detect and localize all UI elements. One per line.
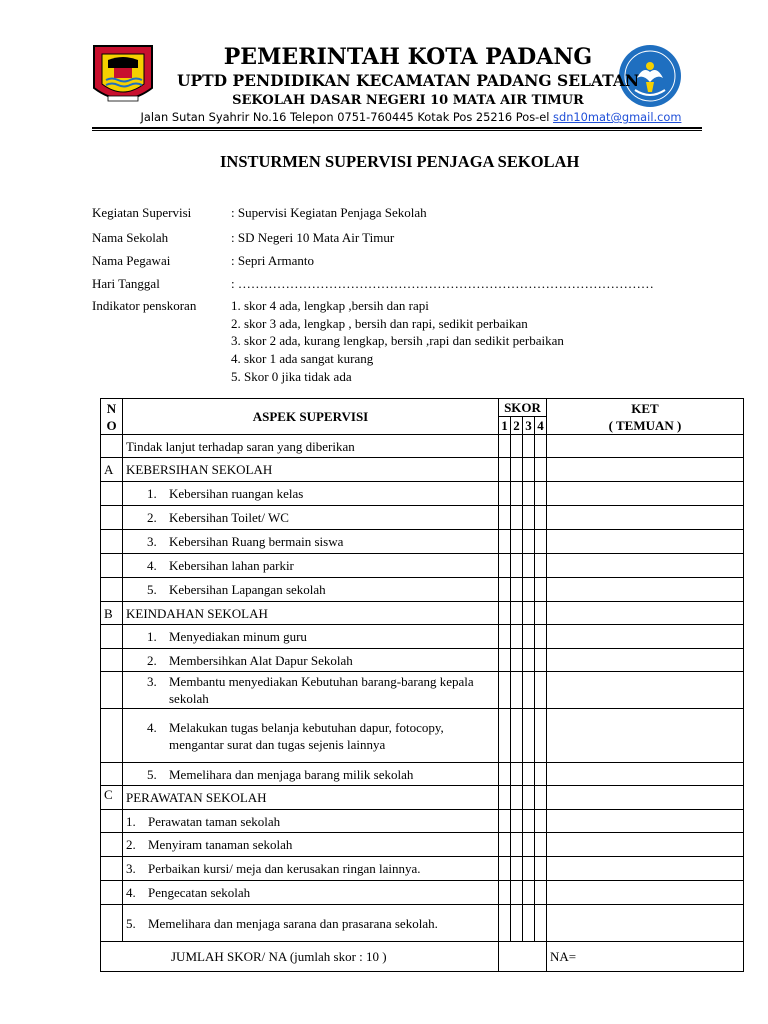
na-label: NA= <box>547 942 744 972</box>
table-row <box>101 833 744 857</box>
col-ket-2: ( TEMUAN ) <box>608 417 682 433</box>
item-number: 1. <box>147 629 157 644</box>
section-letter: A <box>101 458 123 482</box>
indikator-item: 2. skor 3 ada, lengkap , bersih dan rapi, sedikit perbaikan <box>231 316 528 331</box>
item-number: 3. <box>126 861 136 876</box>
sekolah-value: : SD Negeri 10 Mata Air Timur <box>231 230 395 245</box>
table-row <box>101 530 744 554</box>
item-text: Menyiram tanaman sekolah <box>148 837 293 852</box>
section-letter: B <box>101 602 123 625</box>
table-row <box>101 649 744 672</box>
col-no-1: N <box>106 400 117 416</box>
indikator-item: 5. Skor 0 jika tidak ada <box>231 369 352 384</box>
item-text: Memelihara dan menjaga barang milik sekolah <box>169 766 414 782</box>
header-divider-thin <box>92 130 702 131</box>
skor-col-2: 2 <box>511 417 523 435</box>
section-row <box>101 786 744 810</box>
item-text: Perawatan taman sekolah <box>148 813 281 829</box>
hari-label: Hari Tanggal <box>92 276 160 291</box>
sekolah-label: Nama Sekolah <box>92 230 169 245</box>
item-text: Kebersihan Lapangan sekolah <box>169 582 326 597</box>
table-row <box>101 810 744 833</box>
kegiatan-label: Kegiatan Supervisi <box>92 205 192 220</box>
item-text: Kebersihan ruangan kelas <box>169 486 304 501</box>
item-number: 5. <box>147 766 157 782</box>
intro-row-text: Tindak lanjut terhadap saran yang diberikan <box>123 435 499 458</box>
section-title: KEINDAHAN SEKOLAH <box>123 602 499 625</box>
table-row <box>101 506 744 530</box>
email-link[interactable]: sdn10mat@gmail.com <box>553 110 682 124</box>
indikator-item: 3. skor 2 ada, kurang lengkap, bersih ,rapi dan sedikit perbaikan <box>231 333 564 348</box>
skor-col-1: 1 <box>499 417 511 435</box>
header-school-title: SEKOLAH DASAR NEGERI 10 MATA AIR TIMUR <box>232 93 584 108</box>
item-text: Kebersihan Toilet/ WC <box>169 510 289 525</box>
total-row <box>101 942 744 972</box>
item-number: 4. <box>126 885 136 900</box>
col-no-2: O <box>106 417 117 433</box>
table-row <box>101 763 744 786</box>
col-skor-header: SKOR <box>499 399 547 417</box>
item-text: Memelihara dan menjaga sarana dan prasarana sekolah. <box>148 915 438 931</box>
item-number: 5. <box>147 582 157 597</box>
item-number: 4. <box>147 719 157 735</box>
section-letter: C <box>101 786 123 810</box>
supervision-table <box>100 398 744 972</box>
total-label: JUMLAH SKOR/ NA (jumlah skor : 10 ) <box>101 942 499 972</box>
hari-value: : …………………………………………………………………………………… <box>231 276 654 291</box>
section-row <box>101 602 744 625</box>
item-text: Perbaikan kursi/ meja dan kerusakan ringan lainnya. <box>148 861 421 876</box>
item-text: Membersihkan Alat Dapur Sekolah <box>169 652 353 668</box>
document-title: INSTURMEN SUPERVISI PENJAGA SEKOLAH <box>220 152 580 171</box>
table-row <box>101 578 744 602</box>
header-uptd-title: UPTD PENDIDIKAN KECAMATAN PADANG SELATAN <box>176 71 640 90</box>
item-number: 2. <box>147 652 157 668</box>
pegawai-label: Nama Pegawai <box>92 253 171 268</box>
indikator-label: Indikator penskoran <box>92 298 197 313</box>
item-text: Kebersihan lahan parkir <box>169 558 294 573</box>
indikator-item: 1. skor 4 ada, lengkap ,bersih dan rapi <box>231 298 429 313</box>
table-header-row <box>101 399 744 417</box>
item-text: Pengecatan sekolah <box>148 885 251 900</box>
item-number: 1. <box>126 813 136 829</box>
section-title: KEBERSIHAN SEKOLAH <box>123 458 499 482</box>
item-number: 2. <box>126 837 136 852</box>
table-row <box>101 554 744 578</box>
kegiatan-value: : Supervisi Kegiatan Penjaga Sekolah <box>231 205 427 220</box>
skor-col-3: 3 <box>523 417 535 435</box>
pegawai-value: : Sepri Armanto <box>231 253 315 268</box>
item-text: Menyediakan minum guru <box>169 629 307 644</box>
item-number: 5. <box>126 915 136 931</box>
skor-col-4: 4 <box>535 417 547 435</box>
indikator-item: 4. skor 1 ada sangat kurang <box>231 351 374 366</box>
header-government-title: PEMERINTAH KOTA PADANG <box>223 44 593 70</box>
table-row <box>101 881 744 905</box>
table-row <box>101 857 744 881</box>
header-address <box>0 110 768 124</box>
section-title: PERAWATAN SEKOLAH <box>123 786 499 810</box>
address-text: Jalan Sutan Syahrir No.16 Telepon 0751-760445 Kotak Pos 25216 Pos-el <box>140 110 554 124</box>
item-text: Melakukan tugas belanja kebutuhan dapur, fotocopy, mengantar surat dan tugas sejenis lainnya <box>169 719 444 752</box>
col-aspek-header: ASPEK SUPERVISI <box>123 399 499 435</box>
col-ket-1: KET <box>631 400 659 416</box>
item-number: 4. <box>147 558 157 573</box>
header-divider <box>92 127 702 129</box>
table-row <box>101 905 744 942</box>
item-number: 3. <box>147 674 157 689</box>
table-row <box>101 482 744 506</box>
item-text: Membantu menyediakan Kebutuhan barang-barang kepala sekolah <box>169 674 474 706</box>
item-number: 2. <box>147 510 157 525</box>
table-row <box>101 672 744 709</box>
item-number: 1. <box>147 486 157 501</box>
section-row <box>101 458 744 482</box>
table-row <box>101 709 744 763</box>
item-number: 3. <box>147 534 157 549</box>
table-row <box>101 435 744 458</box>
item-text: Kebersihan Ruang bermain siswa <box>169 534 344 549</box>
table-row <box>101 625 744 649</box>
